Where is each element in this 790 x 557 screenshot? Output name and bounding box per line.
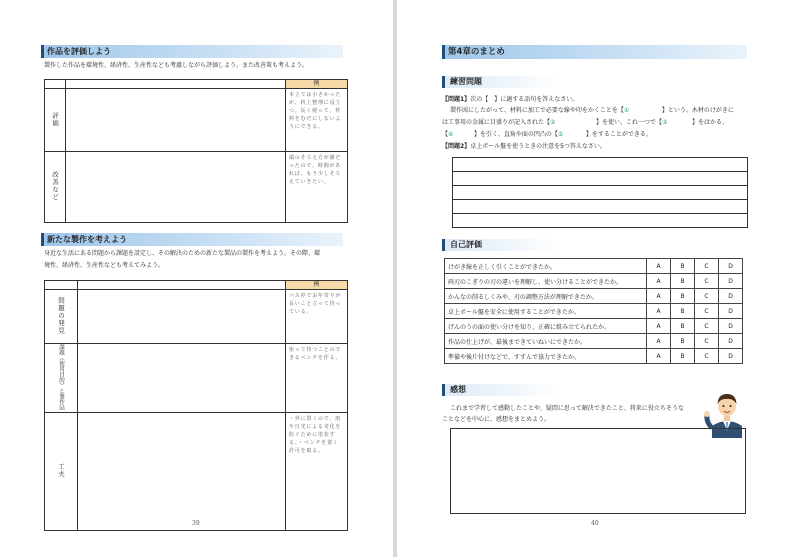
grade-option-c[interactable]: C xyxy=(695,304,719,319)
answer-cell-evaluation[interactable] xyxy=(66,89,286,152)
row-label-improvement: 改善など xyxy=(45,152,66,223)
self-eval-item: かんなの削るしくみや、刃の調整方法が理解できたか。 xyxy=(445,289,647,304)
q1-body-line-1: 製作図にしたがって、材料に加工で必要な線や印をかくことを【① 】という。木材のけがきに xyxy=(450,107,734,114)
self-eval-row xyxy=(445,274,743,289)
section-intro-evaluate: 製作した作品を環境性、経済性、生産性なども考慮しながら評価しよう。また改善策も考えよう。 xyxy=(44,62,309,69)
example-text-improvement: 端のそろえ方が雑だったので、時間があれば、もう少しそろえていきたい。 xyxy=(286,152,348,223)
q2-line: 【問題2】卓上ボール盤を使うときの注意を5つ答えなさい。 xyxy=(442,143,606,150)
impressions-box[interactable] xyxy=(450,428,746,514)
self-eval-item: 卓上ボール盤を安全に使用することができたか。 xyxy=(445,304,647,319)
grade-option-d[interactable]: D xyxy=(719,259,743,274)
impressions-intro-1: これまで学習して感動したことや、疑問に思って解決できたこと、将来に役立ちそうな xyxy=(450,405,684,412)
chapter-summary-title: 第4章のまとめ xyxy=(442,45,747,59)
example-text-purpose: 座って待つことのできるベンチを作る。 xyxy=(286,344,348,413)
practice-title: 練習問題 xyxy=(442,76,562,88)
example-header-2: 例 xyxy=(286,281,348,290)
example-header: 例 xyxy=(286,80,348,89)
section-intro-new-production-1: 身近な生活にある問題から課題を設定し、その解決のための新たな製品の製作を考えよう。その際、環 xyxy=(44,250,321,257)
self-eval-item: 両刃のこぎりの刃の違いを理解し、使い分けることができたか。 xyxy=(445,274,647,289)
q2-answer-row-1[interactable] xyxy=(453,158,748,172)
grade-option-a[interactable]: A xyxy=(647,259,671,274)
grade-option-b[interactable]: B xyxy=(671,319,695,334)
grade-option-c[interactable]: C xyxy=(695,319,719,334)
self-eval-row xyxy=(445,304,743,319)
grade-option-a[interactable]: A xyxy=(647,319,671,334)
self-eval-row xyxy=(445,319,743,334)
new-production-table xyxy=(44,280,348,531)
q2-answer-row-5[interactable] xyxy=(453,214,748,228)
q1-line: 【問題1】次の【 】に適する語句を答えなさい。 xyxy=(442,96,579,103)
section-title-evaluate: 作品を評価しよう xyxy=(41,45,343,58)
grade-option-b[interactable]: B xyxy=(671,274,695,289)
self-eval-row xyxy=(445,349,743,364)
section-title-new-production: 新たな製作を考えよう xyxy=(41,233,343,246)
grade-option-c[interactable]: C xyxy=(695,349,719,364)
self-eval-item: 準備や後片付けなどで、すすんで協力できたか。 xyxy=(445,349,647,364)
grade-option-a[interactable]: A xyxy=(647,334,671,349)
grade-option-b[interactable]: B xyxy=(671,289,695,304)
q2-answer-row-3[interactable] xyxy=(453,186,748,200)
self-eval-item: けがき線を正しく引くことができたか。 xyxy=(445,259,647,274)
self-eval-row xyxy=(445,259,743,274)
grade-option-b[interactable]: B xyxy=(671,259,695,274)
q2-answer-row-2[interactable] xyxy=(453,172,748,186)
self-eval-row xyxy=(445,334,743,349)
self-eval-table xyxy=(444,258,743,364)
grade-option-d[interactable]: D xyxy=(719,319,743,334)
grade-option-c[interactable]: C xyxy=(695,274,719,289)
grade-option-b[interactable]: B xyxy=(671,349,695,364)
grade-option-d[interactable]: D xyxy=(719,289,743,304)
right-page xyxy=(397,0,790,557)
answer-cell-improvement[interactable] xyxy=(66,152,286,223)
row-label-evaluation: 評価 xyxy=(45,89,66,152)
left-page xyxy=(0,0,393,557)
grade-option-b[interactable]: B xyxy=(671,304,695,319)
grade-option-d[interactable]: D xyxy=(719,304,743,319)
evaluation-table xyxy=(44,79,348,223)
page-number-right: 40 xyxy=(591,520,599,527)
q2-answer-row-4[interactable] xyxy=(453,200,748,214)
self-eval-row xyxy=(445,289,743,304)
q1-body-line-3: 【④ 】を引く、直角や面の凹凸の【⑤ 】をすることができる。 xyxy=(442,131,652,138)
grade-option-a[interactable]: A xyxy=(647,349,671,364)
grade-option-a[interactable]: A xyxy=(647,274,671,289)
answer-cell-problem[interactable] xyxy=(78,290,286,344)
row-label-ingenuity: 工夫 xyxy=(45,413,78,531)
self-eval-item: 作品の仕上げが、最後まできていねいにできたか。 xyxy=(445,334,647,349)
section-intro-new-production-2: 境性、経済性、生産性なども考えてみよう。 xyxy=(44,262,165,269)
impressions-title: 感想 xyxy=(442,384,562,396)
self-eval-item: げんのうの面の使い分けを知り、正確に組み立てられたか。 xyxy=(445,319,647,334)
grade-option-d[interactable]: D xyxy=(719,334,743,349)
row-label-problem: 問題の発見 xyxy=(45,290,78,344)
example-text-problem: バス停でお年寄りが長いこと立って待っている。 xyxy=(286,290,348,344)
grade-option-d[interactable]: D xyxy=(719,274,743,289)
example-text-evaluation: 本立ては小さかったが、机上整理に役立つ。長く使って、材料をむだにしないようにできる。 xyxy=(286,89,348,152)
grade-option-c[interactable]: C xyxy=(695,259,719,274)
grade-option-d[interactable]: D xyxy=(719,349,743,364)
impressions-intro-2: ことなどを中心に、感想をまとめよう。 xyxy=(442,416,551,423)
example-text-ingenuity: ・外に置くので、雨や日光による劣化を防ぐために塗装する。・ベンチを置く許可を取る。 xyxy=(286,413,348,531)
grade-option-c[interactable]: C xyxy=(695,289,719,304)
grade-option-a[interactable]: A xyxy=(647,304,671,319)
answer-cell-ingenuity[interactable] xyxy=(78,413,286,531)
grade-option-a[interactable]: A xyxy=(647,289,671,304)
page-number-left: 39 xyxy=(192,520,200,527)
grade-option-c[interactable]: C xyxy=(695,334,719,349)
answer-cell-purpose[interactable] xyxy=(78,344,286,413)
q1-body-line-2: は工事用の金属に目盛りが記入された【② 】を使い、これ一つで【③ 】をはかる、 xyxy=(442,119,729,126)
q2-answer-table xyxy=(452,157,748,228)
grade-option-b[interactable]: B xyxy=(671,334,695,349)
self-eval-title: 自己評価 xyxy=(442,239,562,251)
row-label-purpose: 課題（使用目的）と製作品 xyxy=(45,344,78,413)
